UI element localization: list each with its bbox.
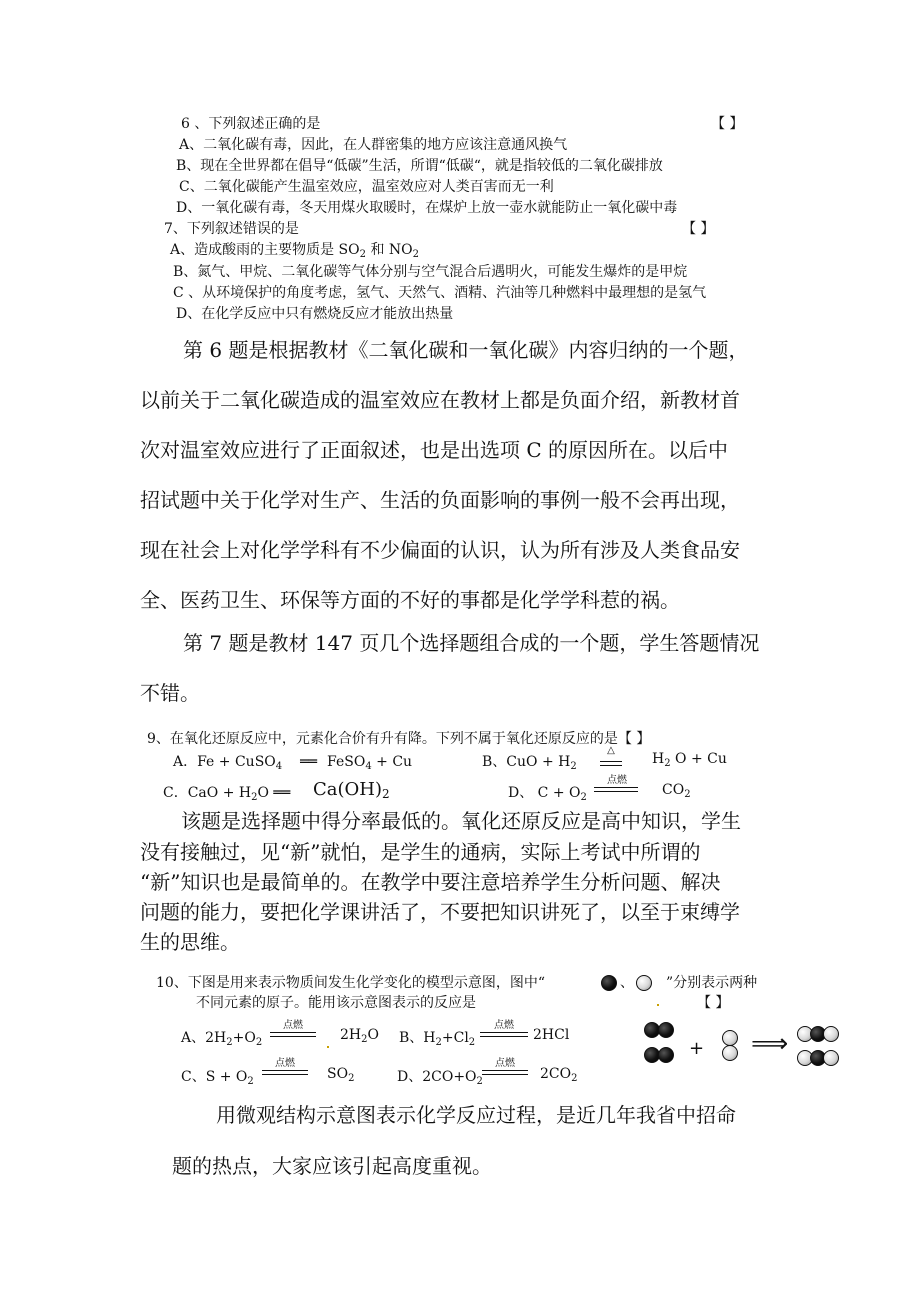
q10-option-d-left: D、$2CO+O_2$ xyxy=(397,1069,483,1087)
q9-b-eq-line-2 xyxy=(600,765,622,766)
q10-answer-bracket: 【 】 xyxy=(697,995,730,1011)
q10-c-eq-line-1 xyxy=(262,1070,308,1071)
para3-line-1: 该题是选择题中得分率最低的。氧化还原反应是高中知识，学生 xyxy=(181,809,741,833)
q10-a-eq-line-1 xyxy=(270,1032,316,1033)
plus-sign: + xyxy=(689,1038,705,1059)
q10-b-eq-line-2 xyxy=(480,1036,528,1037)
q10-c-eq-line-2 xyxy=(262,1074,308,1075)
q7-answer-bracket: 【 】 xyxy=(682,221,715,237)
para1-line-5: 现在社会上对化学学科有不少偏面的认识，认为所有涉及人类食品安 xyxy=(140,538,740,562)
q10-stem-grey-atom-icon xyxy=(636,975,652,991)
stray-dot-mark xyxy=(657,1004,659,1006)
q10-option-b-right: 2HCl xyxy=(533,1027,570,1043)
q10-a-ignite-condition: 点燃 xyxy=(283,1020,303,1031)
q10-option-b-left: B、$H_2+Cl_2$ xyxy=(399,1030,476,1048)
para1-line-3: 次对温室效应进行了正面叙述，也是出选项 C 的原因所在。以后中 xyxy=(140,438,729,462)
q7-stem: 7、下列叙述错误的是 xyxy=(164,221,299,237)
q10-b-ignite-condition: 点燃 xyxy=(494,1020,514,1031)
para4-line-1: 用微观结构示意图表示化学反应过程，是近几年我省中招命 xyxy=(216,1103,736,1127)
stray-dot-mark xyxy=(327,1046,329,1048)
q6-option-d: D、一氧化碳有毒，冬天用煤火取暖时，在煤炉上放一壶水就能防止一氧化碳中毒 xyxy=(176,200,678,216)
para3-line-3: “新”知识也是最简单的。在教学中要注意培养学生分析问题、解决 xyxy=(140,870,721,894)
para1-line-2: 以前关于二氧化碳造成的温室效应在教材上都是负面介绍，新教材首 xyxy=(140,388,740,412)
grey-atom-icon xyxy=(722,1045,738,1061)
q9-option-c-right: $Ca(OH)_2$ xyxy=(313,779,390,801)
q10-d-eq-line-2 xyxy=(482,1074,528,1075)
q10-stem-part-1: 10、下图是用来表示物质间发生化学变化的模型示意图，图中“ xyxy=(156,975,545,991)
q9-option-a: A．Fe + CuSO$_4$ ══ FeSO$_4$ + Cu xyxy=(173,754,413,772)
q10-stem-black-atom-icon xyxy=(601,975,617,991)
reaction-arrow-icon: ⟹ xyxy=(751,1029,789,1059)
q6-stem: 6 、下列叙述正确的是 xyxy=(181,116,321,132)
black-atom-icon xyxy=(658,1047,674,1063)
q10-a-eq-line-2 xyxy=(270,1036,316,1037)
q9-option-b-left: B、CuO + $H_2$ xyxy=(482,754,577,772)
q9-b-heat-symbol: △ xyxy=(607,745,615,756)
para3-line-4: 问题的能力，要把化学课讲活了，不要把知识讲死了，以至于束缚学 xyxy=(140,900,740,924)
q10-stem-line-2: 不同元素的原子。能用该示意图表示的反应是 xyxy=(196,995,476,1011)
q10-option-d-right: $2CO_2$ xyxy=(540,1066,578,1084)
q10-option-c-left: C、$S + O_2$ xyxy=(181,1069,254,1087)
para1-line-6: 全、医药卫生、环保等方面的不好的事都是化学学科惹的祸。 xyxy=(140,588,680,612)
q7-option-a: A、造成酸雨的主要物质是 $SO_2$ 和 $NO_2$ xyxy=(170,242,420,260)
q9-d-eq-line-2 xyxy=(594,791,638,792)
q6-option-b: B、现在全世界都在倡导“低碳”生活，所谓“低碳“，就是指较低的二氧化碳排放 xyxy=(176,158,663,174)
q7-option-d: D、在化学反应中只有燃烧反应才能放出热量 xyxy=(176,306,454,322)
q10-stem-separator: 、 xyxy=(620,975,634,991)
para2-line-2: 不错。 xyxy=(140,681,200,705)
para3-line-2: 没有接触过，见“新”就怕，是学生的通病，实际上考试中所谓的 xyxy=(140,840,701,864)
q10-option-a-left: A、$2H_2+O_2$ xyxy=(181,1030,263,1048)
q9-option-c-left: C．CaO + $H_2O$ ══ xyxy=(163,785,291,803)
q9-option-d-left: D、 $C + O_2$ xyxy=(508,785,587,803)
grey-atom-icon xyxy=(823,1026,839,1042)
q9-b-eq-line-1 xyxy=(600,761,622,762)
grey-atom-icon xyxy=(722,1030,738,1046)
q6-option-a: A、二氧化碳有毒，因此，在人群密集的地方应该注意通风换气 xyxy=(179,137,568,153)
q10-b-eq-line-1 xyxy=(480,1032,528,1033)
para2-line-1: 第 7 题是教材 147 页几个选择题组合成的一个题，学生答题情况 xyxy=(183,631,760,655)
para3-line-5: 生的思维。 xyxy=(140,930,240,954)
grey-atom-icon xyxy=(823,1050,839,1066)
q9-d-ignite-condition: 点燃 xyxy=(607,775,627,786)
para4-line-2: 题的热点，大家应该引起高度重视。 xyxy=(172,1154,492,1178)
q7-option-b: B、氮气、甲烷、二氧化碳等气体分别与空气混合后遇明火，可能发生爆炸的是甲烷 xyxy=(173,264,688,280)
q10-d-ignite-condition: 点燃 xyxy=(495,1058,515,1069)
q10-d-eq-line-1 xyxy=(482,1070,528,1071)
q9-option-b-right: $H_2$ O + Cu xyxy=(652,751,727,769)
q10-stem-part-2: ”分别表示两种 xyxy=(666,975,758,991)
q9-d-eq-line-1 xyxy=(594,787,638,788)
q6-answer-bracket: 【 】 xyxy=(711,116,744,132)
para1-line-1: 第 6 题是根据教材《二氧化碳和一氧化碳》内容归纳的一个题， xyxy=(183,338,749,362)
q10-c-ignite-condition: 点燃 xyxy=(275,1058,295,1069)
q7-option-c: C 、从环境保护的角度考虑，氢气、天然气、酒精、汽油等几种燃料中最理想的是氢气 xyxy=(173,285,707,301)
q10-option-a-right: $2H_2O$ xyxy=(340,1027,379,1045)
q9-stem: 9、在氧化还原反应中，元素化合价有升有降。下列不属于氧化还原反应的是【 】 xyxy=(147,731,651,747)
q6-option-c: C、二氧化碳能产生温室效应，温室效应对人类百害而无一利 xyxy=(179,179,554,195)
q9-option-d-right: $CO_2$ xyxy=(662,782,691,800)
q10-option-c-right: $SO_2$ xyxy=(327,1066,355,1084)
black-atom-icon xyxy=(658,1022,674,1038)
para1-line-4: 招试题中关于化学对生产、生活的负面影响的事例一般不会再出现， xyxy=(140,488,740,512)
